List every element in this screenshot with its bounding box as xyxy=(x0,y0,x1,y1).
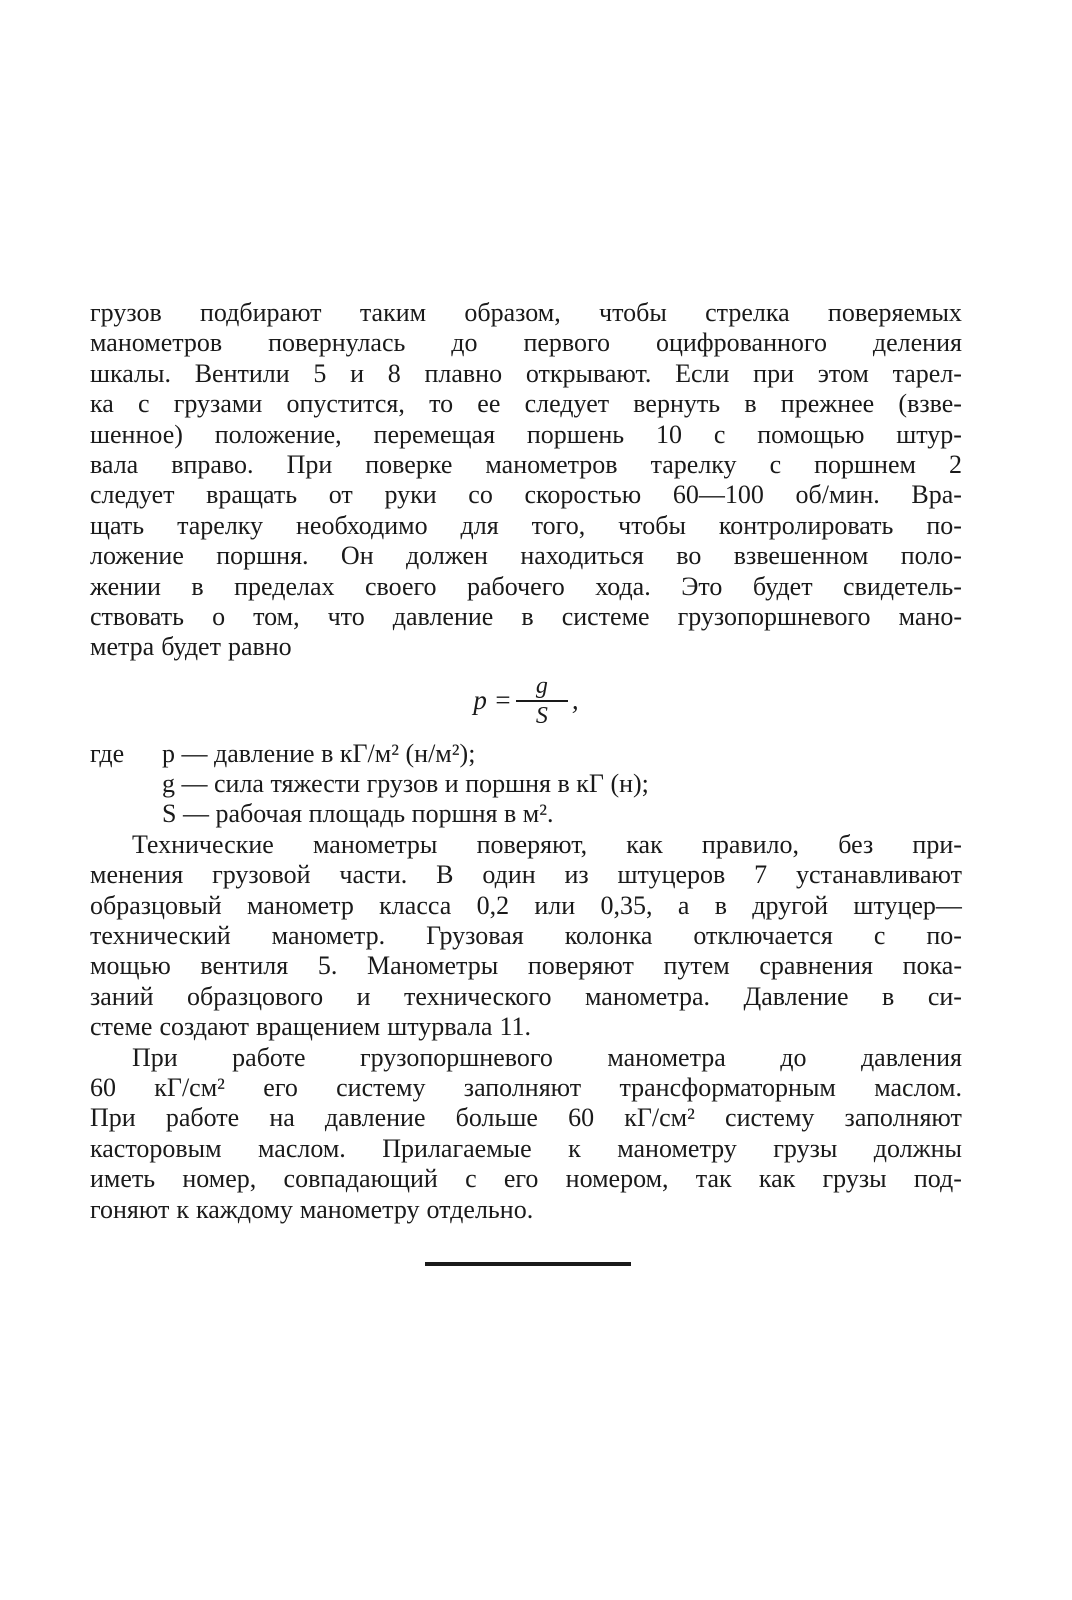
text-line: 60 кГ/см² его систему заполняют трансформаторным маслом. xyxy=(90,1072,962,1102)
formula-trail: , xyxy=(571,685,579,716)
text-line: образцовый манометр класса 0,2 или 0,35, а в другой штуцер— xyxy=(90,890,962,920)
text-line: щать тарелку необходимо для того, чтобы контролировать по- xyxy=(90,510,962,540)
text-line: касторовым маслом. Прилагаемые к манометру грузы должны xyxy=(90,1133,962,1163)
text-line: шенное) положение, перемещая поршень 10 с помощью штур- xyxy=(90,419,962,449)
formula-numerator: g xyxy=(535,672,548,699)
text-line: При работе грузопоршневого манометра до давления xyxy=(132,1042,962,1072)
definitions-where: где xyxy=(90,738,125,768)
formula-fraction xyxy=(516,672,568,730)
text-line: ложение поршня. Он должен находиться во взвешенном поло- xyxy=(90,541,962,571)
paragraph-2 xyxy=(90,830,962,1043)
text-line: ствовать о том, что давление в системе грузопоршневого мано- xyxy=(90,601,962,631)
text-line: вала вправо. При поверке манометров тарелку с поршнем 2 xyxy=(90,449,962,479)
definition-row xyxy=(90,799,962,829)
text-line: стеме создают вращением штурвала 11. xyxy=(90,1012,532,1042)
end-divider-rule xyxy=(425,1262,631,1266)
text-line: Технические манометры поверяют, как правило, без при- xyxy=(132,829,962,859)
definition-row xyxy=(90,769,962,799)
text-line: менения грузовой части. В один из штуцеров 7 устанавливают xyxy=(90,860,962,890)
text-line: грузов подбирают таким образом, чтобы стрелка поверяемых xyxy=(90,298,962,327)
text-block xyxy=(90,298,962,1225)
text-line: манометров повернулась до первого оцифрованного деления xyxy=(90,328,962,358)
definition-s: S — рабочая площадь поршня в м². xyxy=(162,799,554,829)
pressure-formula xyxy=(90,663,962,739)
formula-lhs: p = xyxy=(473,685,512,716)
paragraph-1 xyxy=(90,298,962,663)
text-line: жении в пределах своего рабочего хода. Это будет свидетель- xyxy=(90,571,962,601)
text-line: следует вращать от руки со скоростью 60—100 об/мин. Вра- xyxy=(90,480,962,510)
definition-p: p — давление в кГ/м² (н/м²); xyxy=(162,738,476,768)
text-line: заний образцового и технического манометра. Давление в си- xyxy=(90,981,962,1011)
text-line: При работе на давление больше 60 кГ/см² систему заполняют xyxy=(90,1103,962,1133)
text-line: метра будет равно xyxy=(90,632,292,662)
definitions-list xyxy=(90,739,962,830)
definition-row xyxy=(90,739,962,769)
text-line: гоняют к каждому манометру отдельно. xyxy=(90,1194,534,1224)
definition-g: g — сила тяжести грузов и поршня в кГ (н); xyxy=(162,769,649,799)
formula-denominator: S xyxy=(535,702,548,729)
text-line: ка с грузами опустится, то ее следует вернуть в прежнее (взве- xyxy=(90,389,962,419)
text-line: иметь номер, совпадающий с его номером, так как грузы под- xyxy=(90,1164,962,1194)
text-line: шкалы. Вентили 5 и 8 плавно открывают. Если при этом тарел- xyxy=(90,358,962,388)
text-line: технический манометр. Грузовая колонка отключается с по- xyxy=(90,921,962,951)
text-line: мощью вентиля 5. Манометры поверяют путем сравнения пока- xyxy=(90,951,962,981)
paragraph-3 xyxy=(90,1043,962,1225)
